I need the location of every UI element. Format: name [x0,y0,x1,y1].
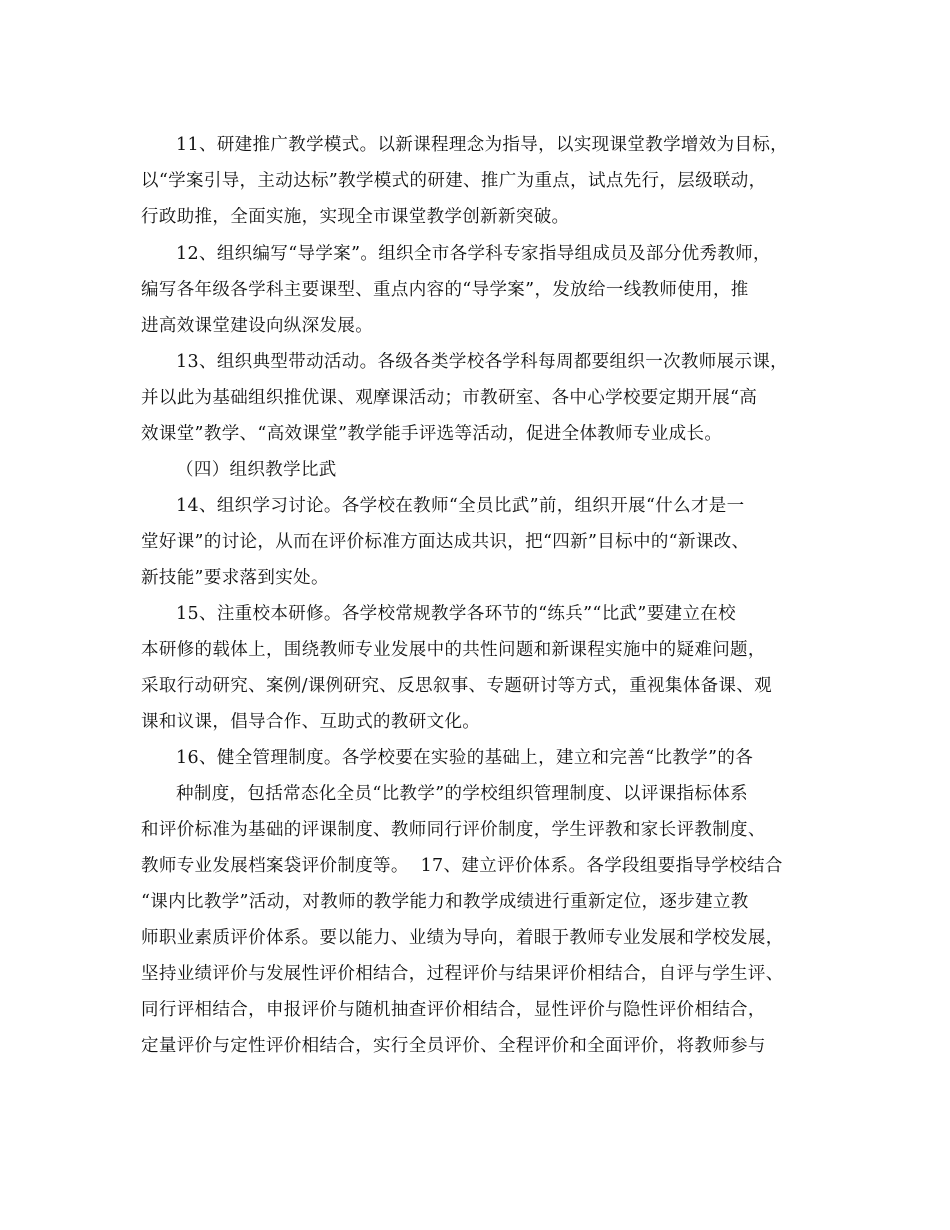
text-line: 16、健全管理制度。各学校要在实验的基础上，建立和完善“比教学”的各 [176,748,754,768]
text-line: 12、组织编写“导学案”。组织全市各学科专家指导组成员及部分优秀教师， [176,244,771,264]
text-line: 13、组织典型带动活动。各级各类学校各学科每周都要组织一次教师展示课， [176,352,789,372]
text-line: 种制度，包括常态化全员“比教学”的学校组织管理制度、以评课指标体系 [176,784,748,804]
text-line: 新技能”要求落到实处。 [141,568,329,588]
text-line: 课和议课，倡导合作、互助式的教研文化。 [141,712,481,732]
text-line: 和评价标准为基础的评课制度、教师同行评价制度，学生评教和家长评教制度、 [141,820,766,840]
text-line: 坚持业绩评价与发展性评价相结合，过程评价与结果评价相结合，自评与学生评、 [141,964,784,984]
text-line: 本研修的载体上，围绕教师专业发展中的共性问题和新课程实施中的疑难问题， [141,640,766,660]
text-line: 行政助推，全面实施，实现全市课堂教学创新新突破。 [141,207,570,227]
text-line: “课内比教学”活动，对教师的教学能力和教学成绩进行重新定位，逐步建立教 [141,892,749,912]
text-line: 堂好课”的讨论，从而在评价标准方面达成共识，把“四新”目标中的“新课改、 [141,532,750,552]
text-line: 效课堂”教学、“高效课堂”教学能手评选等活动，促进全体教师专业成长。 [141,424,723,444]
text-line: 师职业素质评价体系。要以能力、业绩为导向，着眼于教师专业发展和学校发展， [141,928,784,948]
text-line: 采取行动研究、案例/课例研究、反思叙事、专题研讨等方式，重视集体备课、观 [141,676,772,696]
text-line: 并以此为基础组织推优课、观摩课活动；市教研室、各中心学校要定期开展“高 [141,388,758,408]
text-line: 编写各年级各学科主要课型、重点内容的“导学案”，发放给一线教师使用，推 [141,280,749,300]
section-heading: （四）组织教学比武 [176,460,337,480]
text-line: 11、研建推广教学模式。以新课程理念为指导，以实现课堂教学增效为目标， [176,135,789,155]
text-line: 以“学案引导，主动达标”教学模式的研建、推广为重点，试点先行，层级联动， [141,171,767,191]
text-line: 教师专业发展档案袋评价制度等。 17、建立评价体系。各学段组要指导学校结合 [141,856,783,876]
text-line: 15、注重校本研修。各学校常规教学各环节的“练兵”“比武”要建立在校 [176,604,736,624]
text-line: 定量评价与定性评价相结合，实行全员评价、全程评价和全面评价，将教师参与 [141,1036,766,1056]
text-line: 进高效课堂建设向纵深发展。 [141,316,374,336]
text-line: 14、组织学习讨论。各学校在教师“全员比武”前，组织开展“什么才是一 [176,496,745,516]
text-line: 同行评相结合，申报评价与随机抽查评价相结合，显性评价与隐性评价相结合， [141,1000,766,1020]
